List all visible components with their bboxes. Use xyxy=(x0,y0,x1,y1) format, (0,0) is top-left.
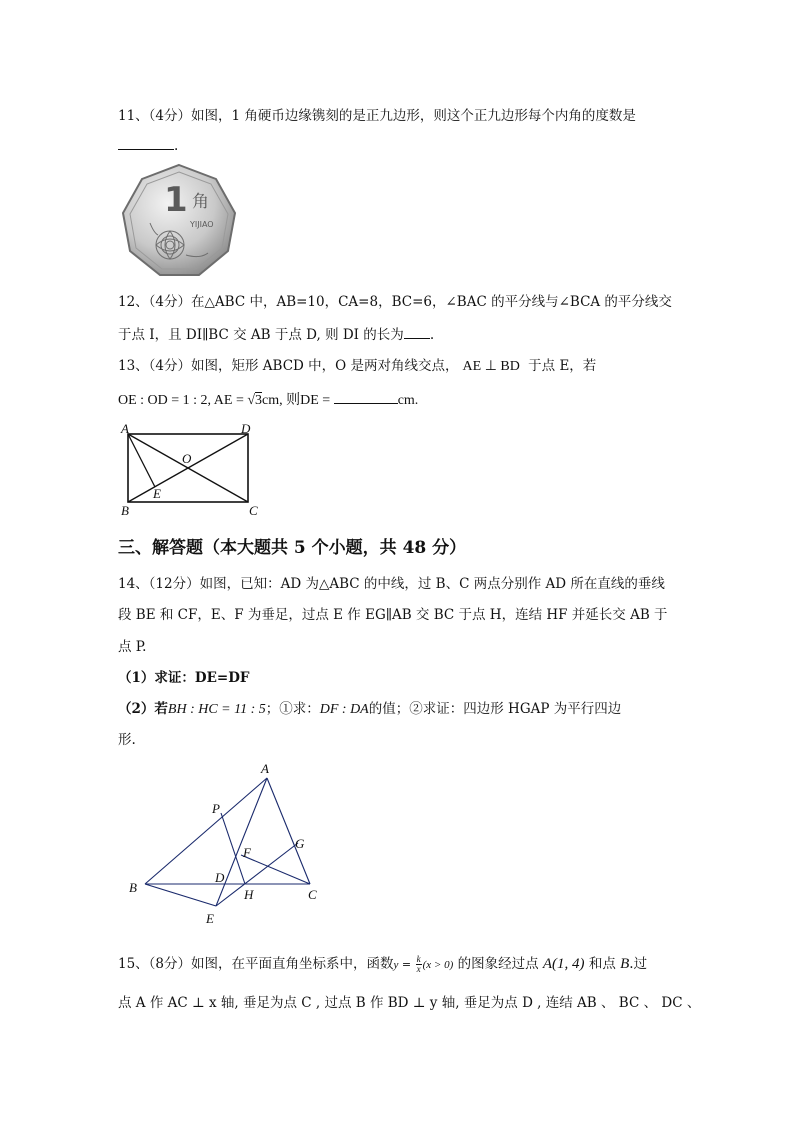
q14-part1: （1）求证：DE=DF xyxy=(118,670,250,686)
q13-ratio-expr: OE : OD = 1 : 2, AE = xyxy=(118,393,248,408)
q11-answer-blank xyxy=(118,137,174,150)
label-e: E xyxy=(206,911,214,926)
q13-line1-end: 于点 E，若 xyxy=(523,358,597,374)
label-a: A xyxy=(261,761,269,776)
label-g: G xyxy=(295,836,305,851)
q14-line3: 点 P. xyxy=(118,639,147,655)
q12-line2 xyxy=(118,323,434,343)
q15-point-b: B xyxy=(620,956,630,972)
q11-period: . xyxy=(174,138,179,154)
label-d: D xyxy=(215,870,225,885)
q15-point-a: A(1, 4) xyxy=(542,956,585,972)
q13-perp-expr: AE ⊥ BD xyxy=(462,359,520,374)
label-c: C xyxy=(308,887,317,902)
q15-line1-end: .过 xyxy=(629,956,648,972)
figure-triangle-abc xyxy=(125,758,345,930)
label-d: D xyxy=(241,422,251,436)
q15-line1 xyxy=(118,952,647,974)
label-h: H xyxy=(244,887,254,902)
q13-de-expr: cm, 则DE = xyxy=(262,393,334,408)
q13-answer-blank xyxy=(334,391,398,404)
sqrt-icon: √ xyxy=(247,393,256,408)
q14-line1: 14、（12分）如图，已知：AD 为△ABC 的中线，过 B、C 两点分别作 AD 所在直线的垂线 xyxy=(118,576,665,592)
figure-rectangle-abcd xyxy=(115,422,265,518)
q15-line2: 点 A 作 AC ⊥ x 轴, 垂足为点 C , 过点 B 作 BD ⊥ y 轴, 垂足为点 D , 连结 AB 、 BC 、 DC 、 xyxy=(118,995,701,1011)
q13-line1-text: 13、（4分）如图，矩形 ABCD 中，O 是两对角线交点， xyxy=(118,358,459,374)
coin-char: 角 xyxy=(192,192,209,211)
q15-fraction xyxy=(416,955,422,974)
section-title: 三、解答题（本大题共 5 个小题，共 48 分） xyxy=(118,538,467,558)
q14-part2 xyxy=(118,697,621,718)
coin-pinyin: YIJIAO xyxy=(190,220,214,229)
coin-numeral: 1 xyxy=(164,180,188,220)
q13-line2 xyxy=(118,389,418,409)
q12-line2-text: 于点 I，且 DI∥BC 交 AB 于点 D, 则 DI 的长为 xyxy=(118,327,404,343)
segment-hp xyxy=(221,813,245,884)
label-b: B xyxy=(121,503,129,518)
q12-period: . xyxy=(429,327,435,343)
q14-part2-ask: ；①求： xyxy=(265,701,320,717)
q11-line2 xyxy=(118,137,178,154)
q13-line1 xyxy=(118,354,596,375)
q12-line1: 12、（4分）在△ABC 中，AB=10，CA=8，BC=6，∠BAC 的平分线与∠BCA 的平分线交 xyxy=(118,294,672,310)
q13-sqrt-value: 3 xyxy=(255,393,263,408)
q12-answer-blank xyxy=(404,326,430,339)
q13-unit: cm. xyxy=(397,393,419,408)
q11-line1: 11、（4分）如图，1 角硬币边缘镌刻的是正九边形，则这个正九边形每个内角的度数是 xyxy=(118,108,636,124)
q14-line2: 段 BE 和 CF，E、F 为垂足，过点 E 作 EG∥AB 交 BC 于点 H，连结 HF 并延长交 AB 于 xyxy=(118,607,668,623)
label-b: B xyxy=(129,880,137,895)
q15-var-y: y xyxy=(393,959,399,971)
label-p: P xyxy=(212,801,220,816)
label-f: F xyxy=(243,845,251,860)
q15-line1-and: 和点 xyxy=(584,956,621,972)
q14-part2-end: 形. xyxy=(118,732,136,748)
segment-ab xyxy=(145,778,267,884)
label-c: C xyxy=(249,503,258,518)
q14-ratio-df-da: DF : DA xyxy=(319,702,369,717)
q15-line1-mid: 的图象经过点 xyxy=(453,956,543,972)
q15-equals: = xyxy=(398,958,415,971)
q14-part2-rest: 的值；②求证：四边形 HGAP 为平行四边 xyxy=(368,701,622,717)
label-a: A xyxy=(121,422,129,436)
q15-line1-text: 15、（8分）如图，在平面直角坐标系中，函数 xyxy=(118,956,394,972)
q15-frac-den: x xyxy=(416,964,421,974)
segment-be xyxy=(145,884,216,906)
coin-image xyxy=(120,163,238,278)
q15-frac-num: k xyxy=(416,954,421,964)
label-o: O xyxy=(182,451,192,466)
q14-part2-prefix: （2）若 xyxy=(118,701,168,717)
label-e: E xyxy=(153,486,161,501)
q14-ratio-bh-hc: BH : HC = 11 : 5 xyxy=(167,702,266,717)
q15-domain: (x > 0) xyxy=(422,959,454,971)
